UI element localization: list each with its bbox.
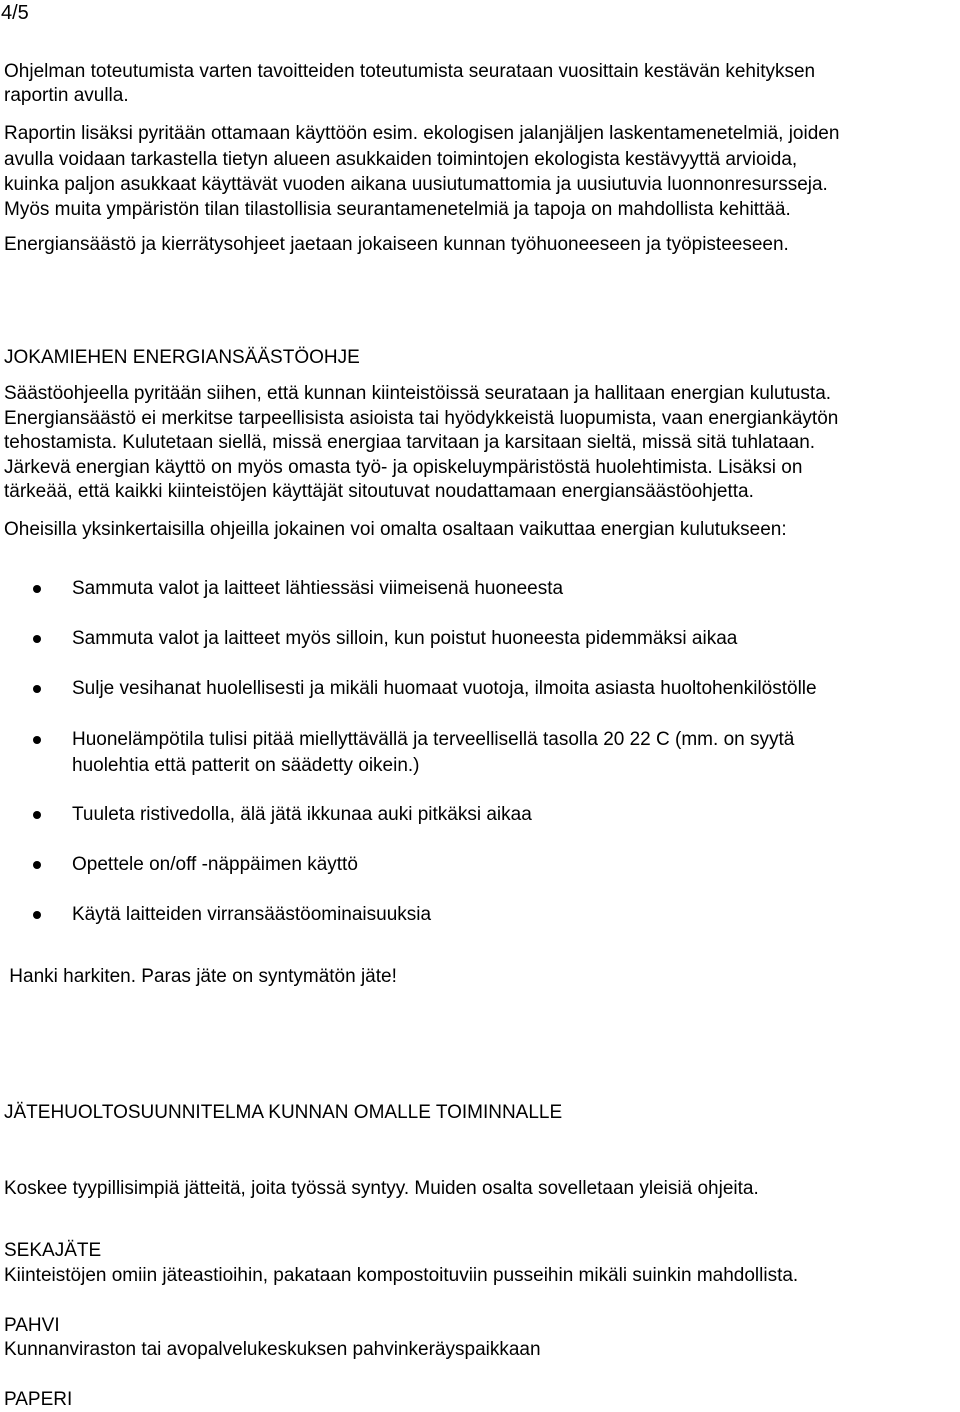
energy-body-line-2: Energiansäästö ei merkitse tarpeellisista asioista tai hyödykkeistä luopumista, vaan energiankäytön	[4, 408, 839, 429]
waste-section-title: PAHVI	[4, 1315, 60, 1336]
waste-section-title: SEKAJÄTE	[4, 1240, 102, 1261]
energy-lead: Oheisilla yksinkertaisilla ohjeilla jokainen voi omalta osaltaan vaikuttaa energian kulutukseen:	[4, 519, 787, 540]
bullet-marker	[33, 635, 41, 643]
intro-paragraph-2-line-3: kuinka paljon asukkaat käyttävät vuoden aikana uusiutumattomia ja uusiutuvia luonnonresursseja.	[4, 174, 828, 195]
energy-body-line-5: tärkeää, että kaikki kiinteistöjen käyttäjät sitoutuvat noudattamaan energiansäästöohjetta.	[4, 481, 754, 502]
intro-paragraph-1-line-2: raportin avulla.	[4, 85, 129, 106]
intro-paragraph-2-line-1: Raportin lisäksi pyritään ottamaan käyttöön esim. ekologisen jalanjäljen laskentamenetelmiä, joiden	[4, 123, 840, 144]
page-number: 4/5	[1, 2, 29, 24]
bullet-marker	[33, 736, 41, 744]
bullet-item: Sammuta valot ja laitteet lähtiessäsi viimeisenä huoneesta	[72, 578, 564, 599]
bullet-item: Opettele on/off -näppäimen käyttö	[72, 854, 358, 875]
energy-body-line-3: tehostamista. Kulutetaan siellä, missä energiaa tarvitaan ja karsitaan sieltä, missä sitä tuhlataan.	[4, 432, 816, 453]
waste-intro: Koskee tyypillisimpiä jätteitä, joita työssä syntyy. Muiden osalta sovelletaan yleisiä ohjeita.	[4, 1178, 759, 1199]
intro-paragraph-1-line-1: Ohjelman toteutumista varten tavoitteiden toteutumista seurataan vuosittain kestävän kehityksen	[4, 61, 816, 82]
bullet-marker	[33, 685, 41, 693]
intro-paragraph-2-line-2: avulla voidaan tarkastella tietyn alueen asukkaiden toimintojen ekologista kestävyyttä arvioida,	[4, 149, 798, 170]
bullet-item-continuation: huolehtia että patterit on säädetty oikein.)	[72, 755, 420, 776]
bullet-item: Käytä laitteiden virransäästöominaisuuksia	[72, 904, 432, 925]
intro-paragraph-3: Energiansäästö ja kierrätysohjeet jaetaan jokaiseen kunnan työhuoneeseen ja työpisteeseen.	[4, 234, 789, 255]
energy-heading: JOKAMIEHEN ENERGIANSÄÄSTÖOHJE	[4, 347, 360, 368]
bullet-marker	[33, 811, 41, 819]
bullet-marker	[33, 861, 41, 869]
energy-body-line-4: Järkevä energian käyttö on myös omasta työ- ja opiskeluympäristöstä huolehtimista. Lisäksi on	[4, 457, 803, 478]
waste-section-text: Kiinteistöjen omiin jäteastioihin, pakataan kompostoituviin pusseihin mikäli suinkin mahdollista.	[4, 1265, 799, 1286]
waste-heading: JÄTEHUOLTOSUUNNITELMA KUNNAN OMALLE TOIMINNALLE	[4, 1102, 563, 1123]
bullet-item: Sammuta valot ja laitteet myös silloin, kun poistut huoneesta pidemmäksi aikaa	[72, 628, 738, 649]
waste-section-title: PAPERI	[4, 1389, 73, 1410]
bullet-marker	[33, 585, 41, 593]
bullet-marker	[33, 911, 41, 919]
bullet-item: Huonelämpötila tulisi pitää miellyttävällä ja terveellisellä tasolla 20 22 C (mm. on syytä	[72, 729, 795, 750]
waste-section-text: Kunnanviraston tai avopalvelukeskuksen pahvinkeräyspaikkaan	[4, 1339, 541, 1360]
intro-paragraph-2-line-4: Myös muita ympäristön tilan tilastollisia seurantamenetelmiä ja tapoja on mahdollista kehittää.	[4, 199, 791, 220]
energy-body-line-1: Säästöohjeella pyritään siihen, että kunnan kiinteistöissä seurataan ja hallitaan energian kulutusta.	[4, 383, 832, 404]
bullet-item: Sulje vesihanat huolellisesti ja mikäli huomaat vuotoja, ilmoita asiasta huoltohenkilöstölle	[72, 678, 817, 699]
bullet-item: Tuuleta ristivedolla, älä jätä ikkunaa auki pitkäksi aikaa	[72, 804, 532, 825]
energy-motto: Hanki harkiten. Paras jäte on syntymätön jäte!	[4, 966, 403, 987]
